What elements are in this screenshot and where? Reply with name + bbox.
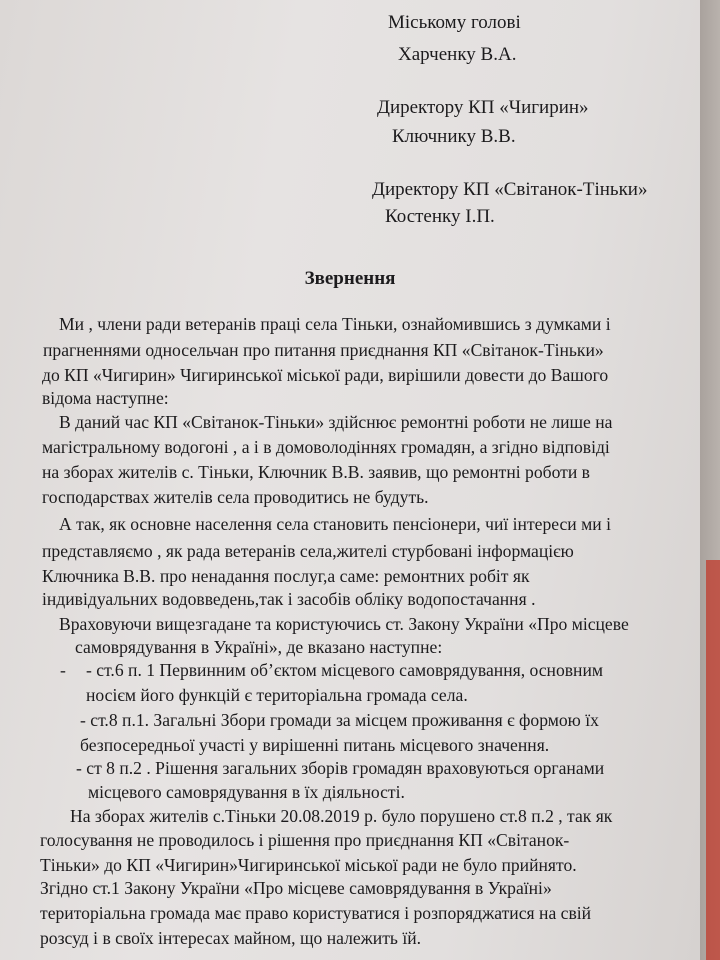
- addressee-director-chyhyryn-name: Ключнику В.В.: [392, 126, 516, 147]
- list-item-line: безпосередньої участі у вирішенні питань місцевого значення.: [80, 735, 550, 755]
- body-line: господарствах жителів села проводитись не будуть.: [42, 487, 429, 507]
- body-line: представляємо , як рада ветеранів села,жителі стурбовані інформацією: [42, 541, 574, 561]
- body-line: до КП «Чигирин» Чигиринської міської ради, вирішили довести до Вашого: [42, 365, 609, 385]
- addressee-mayor-name: Харченку В.А.: [398, 44, 517, 65]
- list-item-line: - ст 8 п.2 . Рішення загальних зборів громадян враховуються органами: [76, 758, 605, 778]
- body-line: магістральному водогоні , а і в домоволодіннях громадян, а згідно відповіді: [42, 437, 610, 457]
- list-item-line: - ст.6 п. 1 Первинним об’єктом місцевого самоврядування, основним: [86, 660, 604, 680]
- list-item-line: носієм його функцій є територіальна громада села.: [86, 685, 468, 705]
- document-title: Звернення: [304, 268, 396, 289]
- body-line: Враховуючи вищезгадане та користуючись ст. Закону України «Про місцеве: [59, 614, 629, 634]
- addressee-director-chyhyryn-title: Директору КП «Чигирин»: [377, 97, 589, 118]
- list-item-line: - ст.8 п.1. Загальні Збори громади за місцем проживання є формою їх: [80, 710, 599, 730]
- body-line: Згідно ст.1 Закону України «Про місцеве самоврядування в Україні»: [40, 878, 552, 898]
- body-line: відома наступне:: [42, 388, 169, 408]
- body-line: А так, як основне населення села становить пенсіонери, чиї інтереси ми і: [59, 514, 611, 534]
- body-line: прагненнями односельчан про питання приєднання КП «Світанок-Тіньки»: [43, 340, 604, 360]
- body-line: На зборах жителів с.Тіньки 20.08.2019 р. було порушено ст.8 п.2 , так як: [70, 806, 613, 826]
- page-edge-background: [700, 0, 720, 960]
- body-line: В даний час КП «Світанок-Тіньки» здійснює ремонтні роботи не лише на: [59, 412, 613, 432]
- addressee-director-svitanok-title: Директору КП «Світанок-Тіньки»: [372, 179, 648, 200]
- body-line: розсуд і в своїх інтересах майном, що належить їй.: [40, 928, 422, 948]
- body-line: голосування не проводилось і рішення про приєднання КП «Світанок-: [40, 830, 570, 850]
- body-line: Ми , члени ради ветеранів праці села Тіньки, ознайомившись з думками і: [59, 314, 611, 334]
- body-line: індивідуальних водовведень,так і засобів обліку водопостачання .: [42, 589, 536, 609]
- addressee-director-svitanok-name: Костенку І.П.: [385, 206, 495, 227]
- list-item-line: місцевого самоврядування в їх діяльності.: [88, 782, 405, 802]
- body-line: Ключника В.В. про ненадання послуг,а саме: ремонтних робіт як: [42, 566, 530, 586]
- body-line: Тіньки» до КП «Чигирин»Чигиринської міської ради не було прийнято.: [40, 855, 577, 875]
- body-line: на зборах жителів с. Тіньки, Ключник В.В. заявив, що ремонтні роботи в: [42, 462, 590, 482]
- body-line: територіальна громада має право користуватися і розпоряджатися на свій: [40, 903, 592, 923]
- addressee-mayor-title: Міському голові: [388, 12, 521, 33]
- list-bullet: -: [60, 660, 66, 680]
- body-line: самоврядування в Україні», де вказано наступне:: [75, 637, 443, 657]
